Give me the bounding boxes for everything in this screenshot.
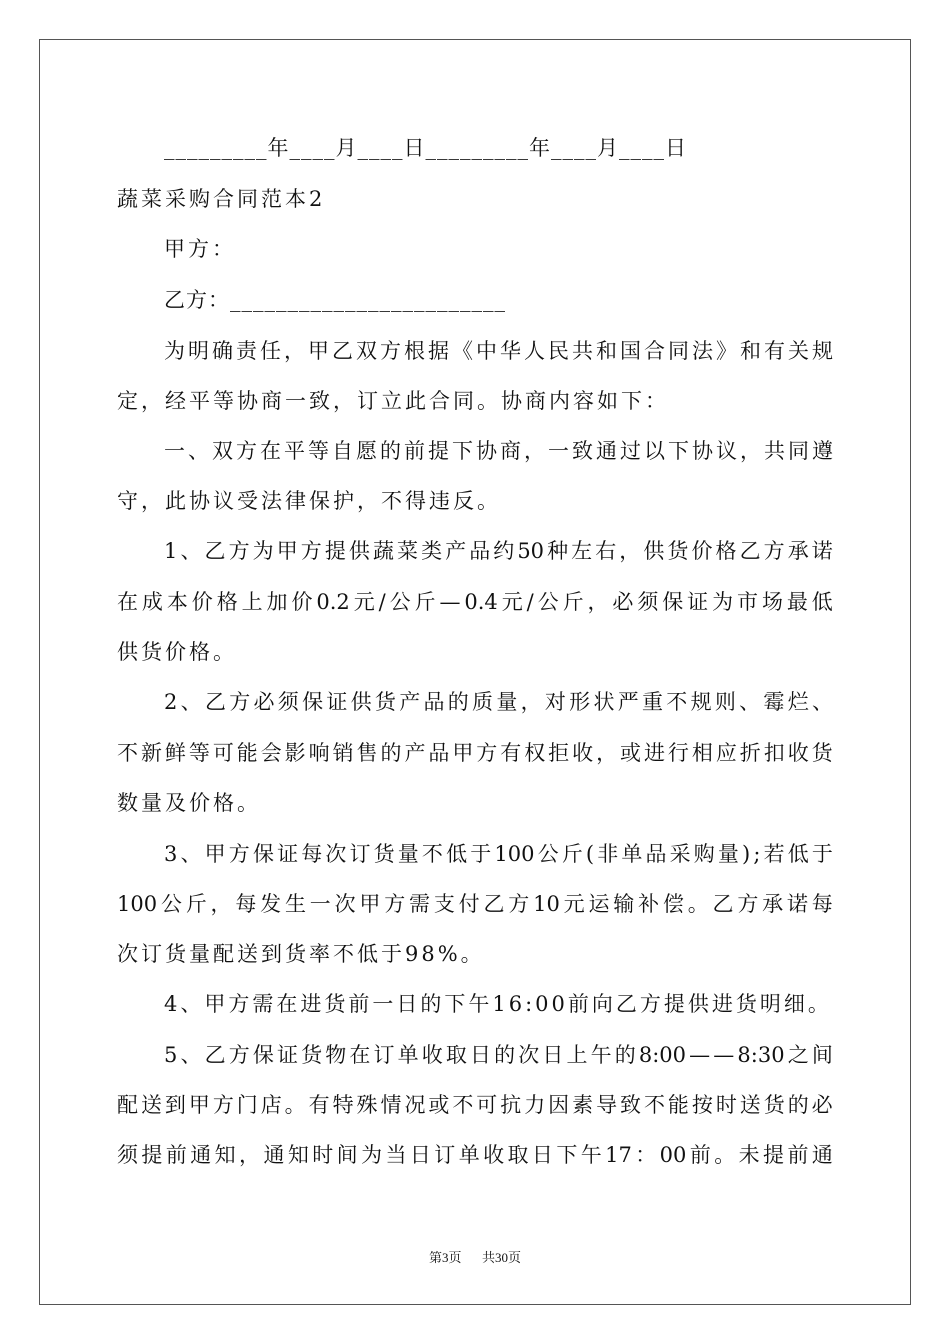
body-line: 定，经平等协商一致，订立此合同。协商内容如下： — [117, 389, 669, 413]
body-line: 一 、 双 方 在 平 等 自 愿 的 前 提 下 协 商 ， 一 致 通 过 以 下 协 议 ， 共 同 遵 — [164, 439, 833, 463]
date-line: _________年____月____日_________年____月____日 — [164, 136, 687, 160]
body-line: 3 、 甲 方 保 证 每 次 订 货 量 不 低 于 100 公 斤 ( 非 单 品 采 购 量 ) ; 若 低 于 — [164, 842, 833, 866]
body-line: 须 提 前 通 知 ， 通 知 时 间 为 当 日 订 单 收 取 日 下 午 17 ： 00 前 。 未 提 前 通 — [117, 1143, 833, 1167]
page-footer — [0, 1249, 950, 1267]
body-line: 4、甲方需在进货前一日的下午16:00前向乙方提供进货明细。 — [164, 992, 832, 1016]
body-line: 供货价格。 — [117, 640, 237, 664]
party-a-line: 甲方： — [164, 237, 236, 261]
body-line: 守，此协议受法律保护，不得违反。 — [117, 489, 501, 513]
page-total: 共30页 — [482, 1250, 522, 1265]
body-line: 在 成 本 价 格 上 加 价 0.2 元 / 公 斤 — 0.4 元 / 公 斤 ， 必 须 保 证 为 市 场 最 低 — [117, 590, 833, 614]
body-line: 2 、 乙 方 必 须 保 证 供 货 产 品 的 质 量 ， 对 形 状 严 重 不 规 则 、 霉 烂 、 — [164, 690, 833, 714]
body-line: 配 送 到 甲 方 门 店 。 有 特 殊 情 况 或 不 可 抗 力 因 素 导 致 不 能 按 时 送 货 的 必 — [117, 1093, 833, 1117]
body-line: 次订货量配送到货率不低于98%。 — [117, 942, 485, 966]
body-line: 100 公 斤 ， 每 发 生 一 次 甲 方 需 支 付 乙 方 10 元 运 输 补 偿 。 乙 方 承 诺 每 — [117, 892, 833, 916]
page-number: 第3页 — [428, 1250, 462, 1265]
body-line: 数量及价格。 — [117, 791, 261, 815]
document-title: 蔬菜采购合同范本2 — [117, 187, 326, 211]
body-line: 为 明 确 责 任 ， 甲 乙 双 方 根 据 《 中 华 人 民 共 和 国 合 同 法 》 和 有 关 规 — [164, 339, 833, 363]
body-line: 5 、 乙 方 保 证 货 物 在 订 单 收 取 日 的 次 日 上 午 的 8:00 — — 8:30 之 间 — [164, 1043, 833, 1067]
party-b-line: 乙方：________________________ — [164, 288, 506, 312]
body-line: 1 、 乙 方 为 甲 方 提 供 蔬 菜 类 产 品 约 50 种 左 右 ， 供 货 价 格 乙 方 承 诺 — [164, 539, 833, 563]
body-line: 不 新 鲜 等 可 能 会 影 响 销 售 的 产 品 甲 方 有 权 拒 收 ， 或 进 行 相 应 折 扣 收 货 — [117, 741, 833, 765]
